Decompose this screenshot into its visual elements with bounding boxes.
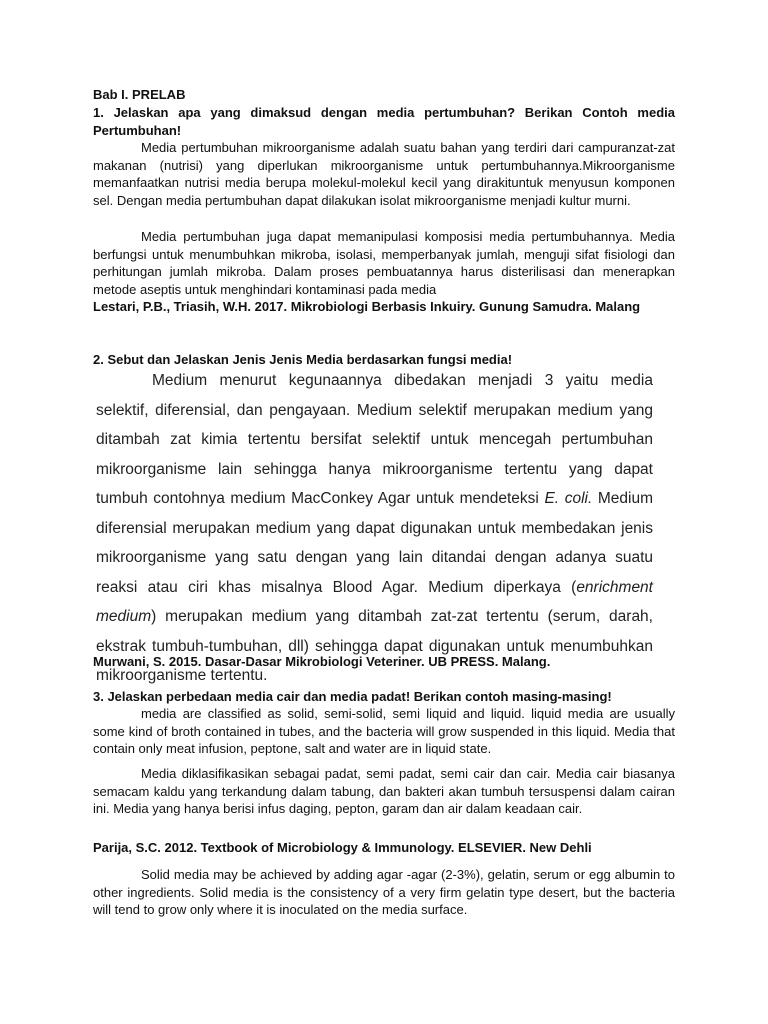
q2-scanned-paragraph — [96, 366, 653, 691]
q1-paragraph-1: Media pertumbuhan mikroorganisme adalah suatu bahan yang terdiri dari campuranzat-zat makanan (nutrisi) yang diperlukan mikroorganisme untuk pertumbuhannya.Mikroorganisme memanfaatkan nutrisi media berupa molekul-molekul kecil yang dirakituntuk menyusun komponen sel. Dengan media pertumbuhan dapat dilakukan isolat mikroorganisme menjadi kultur murni. — [93, 140, 675, 208]
q2-scan-enrichment: enrichment medium — [96, 578, 653, 625]
q1-paragraph-2: Media pertumbuhan juga dapat memanipulasi komposisi media pertumbuhannya. Media berfungsi untuk menumbuhkan mikroba, isolasi, memperbanyak jumlah, menguji sifat fisiologi dan perhitungan jumlah mikroba. Dalam proses pembuatannya harus disterilisasi dan menerapkan metode aseptis untuk menghindari kontaminasi pada media — [93, 229, 675, 297]
q1-reference: Lestari, P.B., Triasih, W.H. 2017. Mikrobiologi Berbasis Inkuiry. Gunung Samudra. Malang — [93, 299, 641, 314]
q2-scan-part-a: Medium menurut kegunaannya dibedakan menjadi 3 yaitu media selektif, diferensial, dan pengayaan. Medium selektif merupakan medium yang ditambah zat kimia tertentu bersifat selektif untuk mencegah pertumbuhan mikroorganisme lain sehingga hanya mikroorganisme tertentu yang dapat tumbuh contohnya medium MacConkey Agar untuk mendeteksi — [96, 372, 653, 507]
q2-scan-part-b: Medium diferensial merupakan medium yang dapat digunakan untuk membedakan jenis mikroorganisme yang satu dengan yang lain ditandai dengan adanya suatu reaksi atau ciri khas misalnya Blood Agar. Medium diperkaya ( — [96, 490, 654, 596]
q3-paragraph-english: media are classified as solid, semi-solid, semi liquid and liquid. liquid media are usually some kind of broth contained in tubes, and the bacteria will grow suspended in this liquid. Media that contain only meat infusion, peptone, salt and water are in liquid state. — [93, 706, 675, 756]
question-1: 1. Jelaskan apa yang dimaksud dengan media pertumbuhan? Berikan Contoh media Pertumbuhan! — [93, 105, 675, 138]
q3-paragraph-indonesian: Media diklasifikasikan sebagai padat, semi padat, semi cair dan cair. Media cair biasanya semacam kaldu yang terkandung dalam tabung, dan bakteri akan tumbuh tersuspensi dalam cairan ini. Media yang hanya berisi infus daging, pepton, garam dan air dalam keadaan cair. — [93, 766, 675, 816]
q2-scan-ecoli: E. coli. — [544, 490, 593, 507]
question-2: 2. Sebut dan Jelaskan Jenis Jenis Media berdasarkan fungsi media! — [93, 352, 513, 367]
question-3: 3. Jelaskan perbedaan media cair dan media padat! Berikan contoh masing-masing! — [93, 689, 612, 704]
q3-paragraph-solid: Solid media may be achieved by adding agar -agar (2-3%), gelatin, serum or egg albumin to other ingredients. Solid media is the consistency of a very firm gelatin type desert, but the bacteria will tend to grow only where it is inoculated on the media surface. — [93, 867, 675, 917]
q3-reference: Parija, S.C. 2012. Textbook of Microbiology & Immunology. ELSEVIER. New Dehli — [93, 840, 592, 855]
q2-reference: Murwani, S. 2015. Dasar-Dasar Mikrobiologi Veteriner. UB PRESS. Malang. — [93, 654, 551, 669]
chapter-heading: Bab I. PRELAB — [93, 87, 186, 102]
q2-scan-part-c: ) merupakan medium yang ditambah zat-zat tertentu (serum, darah, ekstrak tumbuh-tumbuhan, dll) sehingga dapat digunakan untuk menumbuhkan mikroorganisme tertentu. — [96, 608, 653, 684]
